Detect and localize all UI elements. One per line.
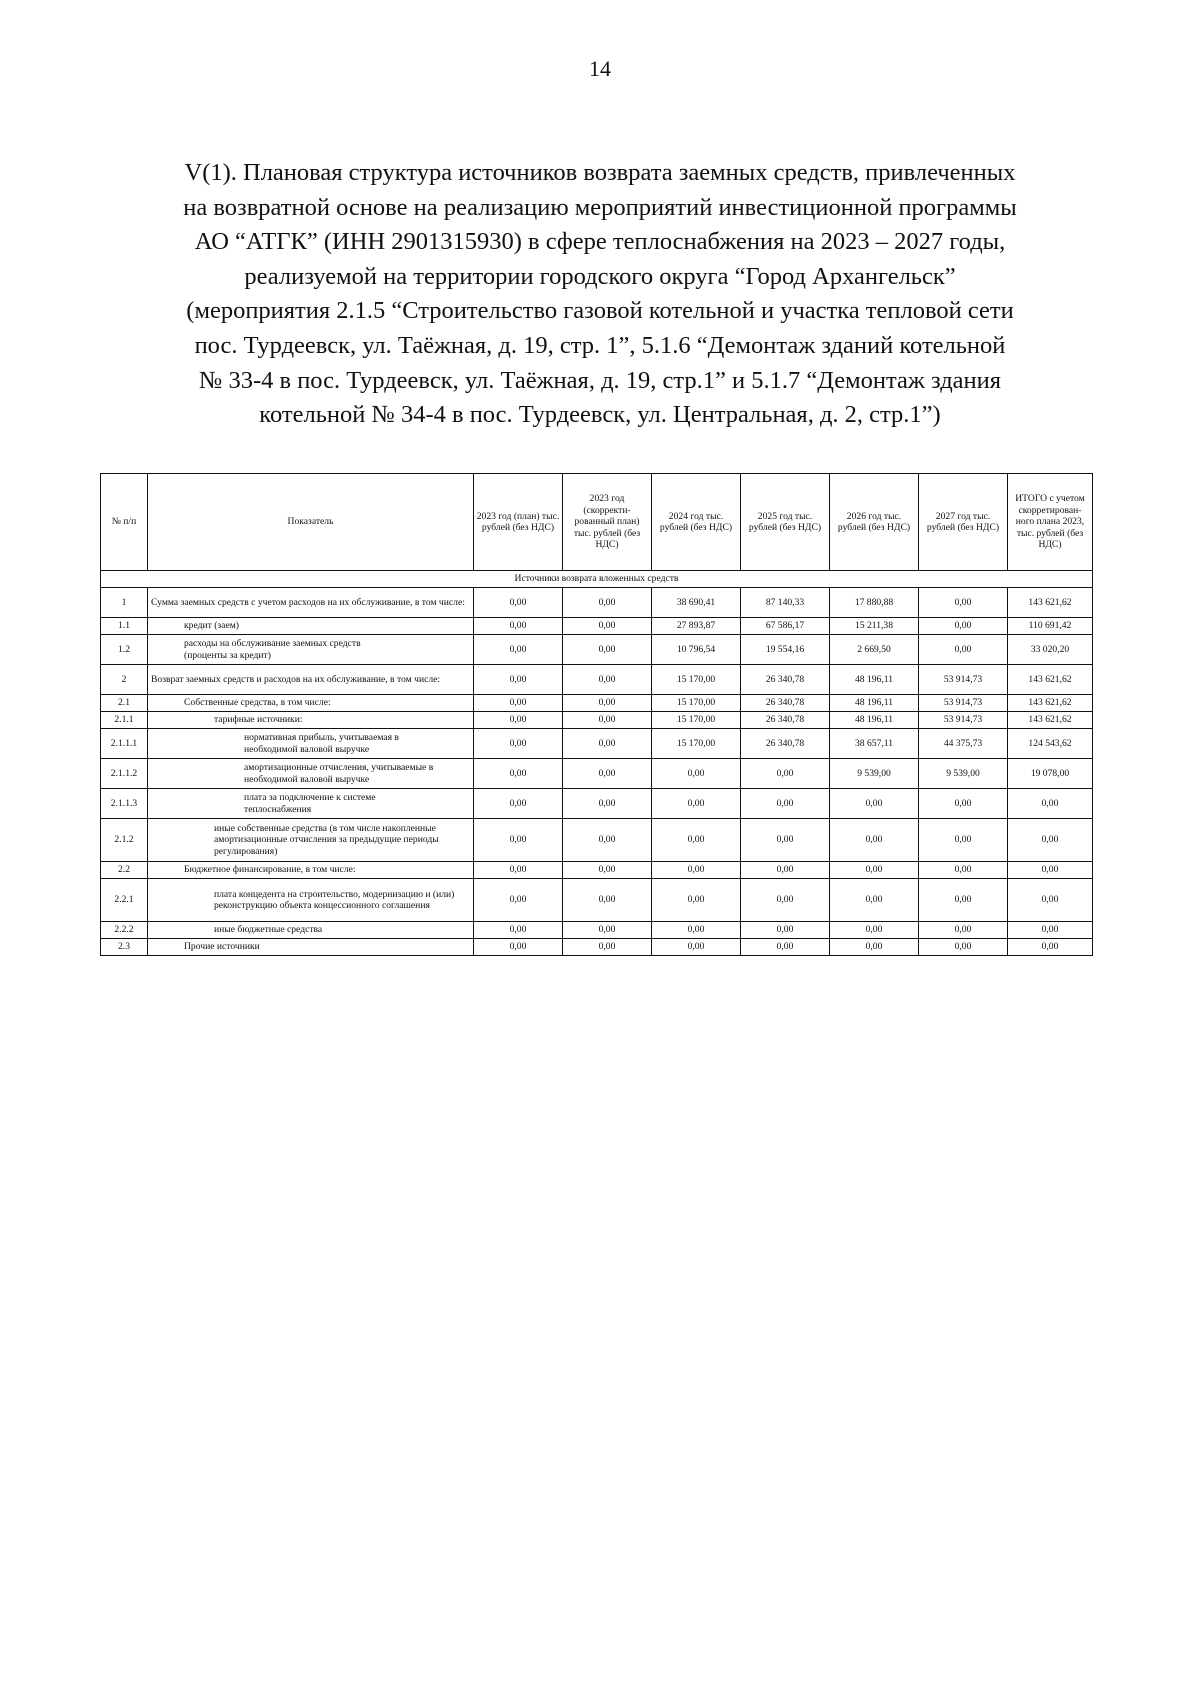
table-row (101, 819, 1093, 862)
row-label: иные бюджетные средства (148, 922, 474, 939)
row-code: 2.3 (101, 939, 148, 956)
row-label: кредит (заем) (148, 618, 474, 635)
cell-total: 0,00 (1008, 879, 1093, 922)
cell-2027: 9 539,00 (919, 759, 1008, 789)
cell-2026: 38 657,11 (830, 729, 919, 759)
cell-total: 0,00 (1008, 819, 1093, 862)
cell-2026: 0,00 (830, 819, 919, 862)
column-header: 2027 год тыс. рублей (без НДС) (919, 474, 1008, 571)
cell-2027: 0,00 (919, 862, 1008, 879)
cell-2025: 26 340,78 (741, 729, 830, 759)
cell-2025: 0,00 (741, 819, 830, 862)
cell-2024: 0,00 (652, 879, 741, 922)
cell-2025: 0,00 (741, 862, 830, 879)
table-row (101, 759, 1093, 789)
cell-2023-plan: 0,00 (474, 665, 563, 695)
row-label: расходы на обслуживание заемных средств (проценты за кредит) (148, 635, 474, 665)
cell-2024: 15 170,00 (652, 695, 741, 712)
cell-2025: 19 554,16 (741, 635, 830, 665)
cell-2023-plan: 0,00 (474, 712, 563, 729)
cell-2026: 48 196,11 (830, 665, 919, 695)
cell-2024: 0,00 (652, 759, 741, 789)
cell-2026: 0,00 (830, 922, 919, 939)
cell-total: 0,00 (1008, 939, 1093, 956)
cell-2023-adjusted: 0,00 (563, 635, 652, 665)
title-line: на возвратной основе на реализацию мероприятий инвестиционной программы (183, 193, 1017, 221)
row-label: плата за подключение к системе теплоснабжения (148, 789, 474, 819)
row-code: 2.1 (101, 695, 148, 712)
cell-2024: 10 796,54 (652, 635, 741, 665)
title-line: № 33-4 в пос. Турдеевск, ул. Таёжная, д. 19, стр.1” и 5.1.7 “Демонтаж здания (198, 366, 1002, 394)
column-header: 2025 год тыс. рублей (без НДС) (741, 474, 830, 571)
title-line: V(1). Плановая структура источников возврата заемных средств, привлеченных (184, 159, 1016, 186)
cell-2024: 0,00 (652, 819, 741, 862)
table-row (101, 665, 1093, 695)
column-header: 2024 год тыс. рублей (без НДС) (652, 474, 741, 571)
cell-2025: 26 340,78 (741, 695, 830, 712)
cell-2026: 0,00 (830, 879, 919, 922)
row-label: Сумма заемных средств с учетом расходов на их обслуживание, в том числе: (148, 588, 474, 618)
cell-2023-plan: 0,00 (474, 819, 563, 862)
cell-2025: 67 586,17 (741, 618, 830, 635)
cell-2024: 15 170,00 (652, 712, 741, 729)
table-row (101, 588, 1093, 618)
cell-2023-adjusted: 0,00 (563, 729, 652, 759)
cell-2027: 53 914,73 (919, 695, 1008, 712)
row-label: плата концедента на строительство, модернизацию и (или) реконструкцию объекта концессионного соглашения (148, 879, 474, 922)
title-line: (мероприятия 2.1.5 “Строительство газовой котельной и участка тепловой сети (186, 297, 1014, 325)
document-title (100, 156, 1100, 433)
table-row (101, 922, 1093, 939)
table-row (101, 695, 1093, 712)
cell-2024: 38 690,41 (652, 588, 741, 618)
row-code: 2.1.1.2 (101, 759, 148, 789)
cell-2023-plan: 0,00 (474, 862, 563, 879)
row-label: Возврат заемных средств и расходов на их обслуживание, в том числе: (148, 665, 474, 695)
cell-total: 0,00 (1008, 922, 1093, 939)
cell-2025: 0,00 (741, 879, 830, 922)
cell-2025: 26 340,78 (741, 665, 830, 695)
cell-2023-adjusted: 0,00 (563, 759, 652, 789)
cell-2024: 15 170,00 (652, 665, 741, 695)
row-label: амортизационные отчисления, учитываемые в необходимой валовой выручке (148, 759, 474, 789)
row-code: 2.2.1 (101, 879, 148, 922)
cell-2023-plan: 0,00 (474, 879, 563, 922)
section-row (101, 571, 1093, 588)
row-code: 2.2.2 (101, 922, 148, 939)
column-header: Показатель (148, 474, 474, 571)
cell-2025: 26 340,78 (741, 712, 830, 729)
title-line: реализуемой на территории городского округа “Город Архангельск” (244, 262, 956, 290)
cell-2026: 48 196,11 (830, 695, 919, 712)
table-row (101, 712, 1093, 729)
cell-2023-adjusted: 0,00 (563, 588, 652, 618)
cell-2025: 87 140,33 (741, 588, 830, 618)
table-row (101, 939, 1093, 956)
cell-2023-plan: 0,00 (474, 588, 563, 618)
cell-2027: 0,00 (919, 922, 1008, 939)
table-row (101, 789, 1093, 819)
row-code: 2.2 (101, 862, 148, 879)
funding-sources-table (100, 473, 1093, 956)
cell-2025: 0,00 (741, 922, 830, 939)
cell-2027: 0,00 (919, 939, 1008, 956)
cell-2023-adjusted: 0,00 (563, 665, 652, 695)
cell-2027: 0,00 (919, 879, 1008, 922)
column-header: 2023 год (скорректи- рованный план) тыс. рублей (без НДС) (563, 474, 652, 571)
cell-2024: 15 170,00 (652, 729, 741, 759)
row-label: тарифные источники: (148, 712, 474, 729)
title-line: котельной № 34-4 в пос. Турдеевск, ул. Центральная, д. 2, стр.1”) (259, 401, 941, 429)
title-line: АО “АТГК” (ИНН 2901315930) в сфере теплоснабжения на 2023 – 2027 годы, (194, 228, 1006, 256)
cell-total: 143 621,62 (1008, 695, 1093, 712)
cell-2024: 0,00 (652, 789, 741, 819)
cell-2023-adjusted: 0,00 (563, 789, 652, 819)
row-label: нормативная прибыль, учитываемая в необходимой валовой выручке (148, 729, 474, 759)
row-code: 1 (101, 588, 148, 618)
cell-2026: 17 880,88 (830, 588, 919, 618)
cell-2024: 0,00 (652, 862, 741, 879)
table-row (101, 635, 1093, 665)
cell-2023-plan: 0,00 (474, 939, 563, 956)
cell-total: 143 621,62 (1008, 712, 1093, 729)
cell-2023-plan: 0,00 (474, 618, 563, 635)
column-header: ИТОГО с учетом скорретирован- ного плана 2023, тыс. рублей (без НДС) (1008, 474, 1093, 571)
cell-2023-adjusted: 0,00 (563, 939, 652, 956)
cell-2026: 0,00 (830, 862, 919, 879)
cell-2025: 0,00 (741, 939, 830, 956)
cell-total: 110 691,42 (1008, 618, 1093, 635)
cell-2023-plan: 0,00 (474, 922, 563, 939)
table-header-row (101, 474, 1093, 571)
cell-2025: 0,00 (741, 789, 830, 819)
cell-total: 143 621,62 (1008, 588, 1093, 618)
cell-2023-adjusted: 0,00 (563, 618, 652, 635)
row-code: 1.1 (101, 618, 148, 635)
title-line: пос. Турдеевск, ул. Таёжная, д. 19, стр. 1”, 5.1.6 “Демонтаж зданий котельной (194, 331, 1006, 359)
table-row (101, 618, 1093, 635)
cell-2026: 15 211,38 (830, 618, 919, 635)
cell-2026: 0,00 (830, 789, 919, 819)
row-code: 2.1.1 (101, 712, 148, 729)
cell-2027: 0,00 (919, 789, 1008, 819)
cell-2027: 53 914,73 (919, 665, 1008, 695)
cell-2024: 27 893,87 (652, 618, 741, 635)
row-label: иные собственные средства (в том числе накопленные амортизационные отчисления за предыдущие периоды регулирования) (148, 819, 474, 862)
cell-total: 124 543,62 (1008, 729, 1093, 759)
cell-2023-plan: 0,00 (474, 695, 563, 712)
cell-total: 19 078,00 (1008, 759, 1093, 789)
table-row (101, 879, 1093, 922)
cell-2023-plan: 0,00 (474, 635, 563, 665)
cell-2023-adjusted: 0,00 (563, 862, 652, 879)
row-label: Прочие источники (148, 939, 474, 956)
cell-2027: 0,00 (919, 618, 1008, 635)
cell-total: 143 621,62 (1008, 665, 1093, 695)
section-caption: Источники возврата вложенных средств (101, 571, 1093, 588)
column-header: 2023 год (план) тыс. рублей (без НДС) (474, 474, 563, 571)
column-header: 2026 год тыс. рублей (без НДС) (830, 474, 919, 571)
cell-2023-plan: 0,00 (474, 789, 563, 819)
table-row (101, 862, 1093, 879)
cell-total: 0,00 (1008, 789, 1093, 819)
cell-2023-adjusted: 0,00 (563, 819, 652, 862)
cell-2027: 0,00 (919, 635, 1008, 665)
cell-2023-adjusted: 0,00 (563, 695, 652, 712)
row-code: 2 (101, 665, 148, 695)
cell-2023-adjusted: 0,00 (563, 879, 652, 922)
cell-2027: 53 914,73 (919, 712, 1008, 729)
cell-2024: 0,00 (652, 922, 741, 939)
cell-2026: 9 539,00 (830, 759, 919, 789)
row-code: 2.1.2 (101, 819, 148, 862)
row-code: 2.1.1.1 (101, 729, 148, 759)
cell-2023-adjusted: 0,00 (563, 922, 652, 939)
page-number: 14 (589, 56, 611, 81)
cell-2023-plan: 0,00 (474, 759, 563, 789)
cell-2024: 0,00 (652, 939, 741, 956)
row-label: Бюджетное финансирование, в том числе: (148, 862, 474, 879)
cell-total: 0,00 (1008, 862, 1093, 879)
column-header: № п/п (101, 474, 148, 571)
cell-total: 33 020,20 (1008, 635, 1093, 665)
cell-2026: 0,00 (830, 939, 919, 956)
cell-2026: 2 669,50 (830, 635, 919, 665)
cell-2027: 0,00 (919, 819, 1008, 862)
row-code: 2.1.1.3 (101, 789, 148, 819)
cell-2026: 48 196,11 (830, 712, 919, 729)
cell-2023-adjusted: 0,00 (563, 712, 652, 729)
cell-2023-plan: 0,00 (474, 729, 563, 759)
cell-2027: 0,00 (919, 588, 1008, 618)
row-code: 1.2 (101, 635, 148, 665)
cell-2027: 44 375,73 (919, 729, 1008, 759)
cell-2025: 0,00 (741, 759, 830, 789)
row-label: Собственные средства, в том числе: (148, 695, 474, 712)
table-row (101, 729, 1093, 759)
